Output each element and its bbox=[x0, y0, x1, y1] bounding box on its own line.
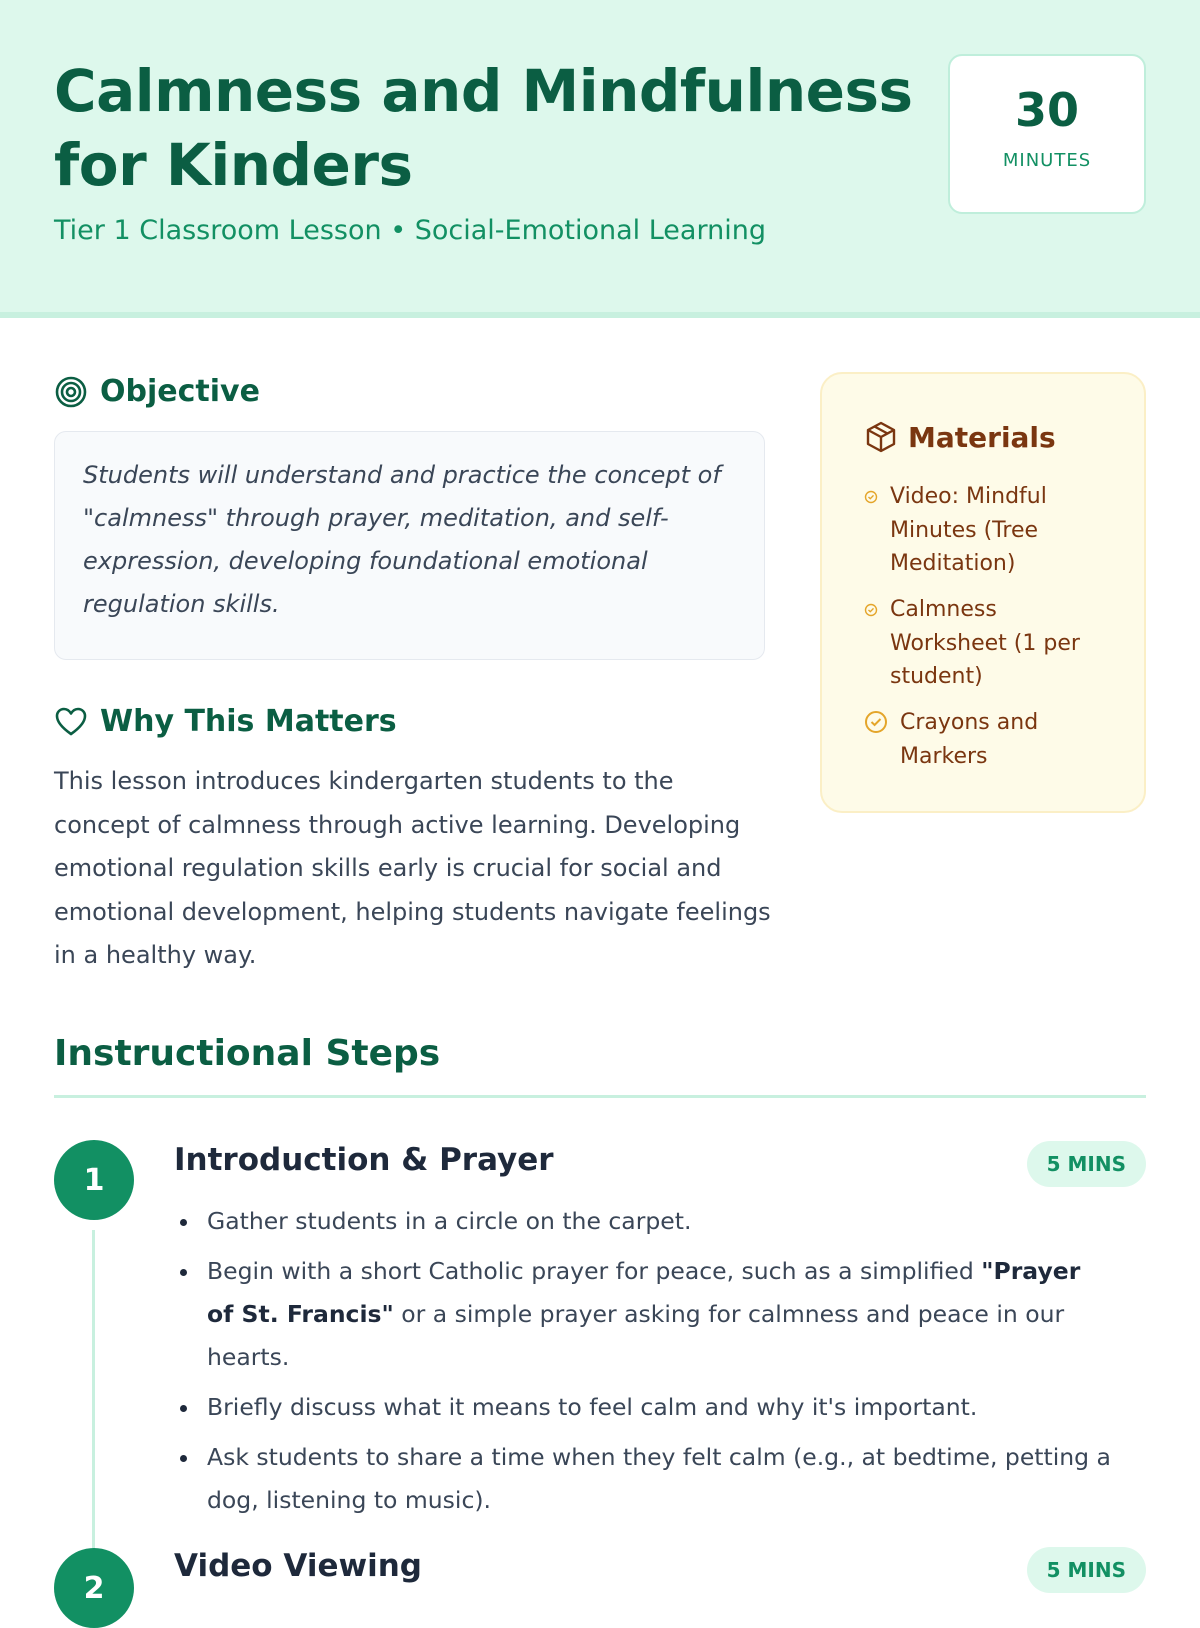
check-circle-icon bbox=[864, 603, 878, 617]
why-heading-label: Why This Matters bbox=[100, 704, 397, 739]
target-icon bbox=[54, 375, 88, 409]
material-item bbox=[864, 593, 1104, 694]
prayer-name: "Prayer of St. Francis" bbox=[207, 1257, 1081, 1328]
list-item-text: or a simple prayer asking for calmness and peace in our hearts. bbox=[207, 1300, 1065, 1371]
heart-icon bbox=[54, 705, 88, 739]
material-item bbox=[864, 480, 1114, 581]
why-text: This lesson introduces kindergarten students to the concept of calmness through active learning. Developing emotional regulation skills early is crucial for social and emotional development, helping students navigate feelings in a healthy way. bbox=[54, 767, 771, 969]
list-item bbox=[174, 1250, 1114, 1379]
step-connector bbox=[92, 1230, 95, 1550]
material-item-label: Video: Mindful Minutes (Tree Meditation) bbox=[890, 484, 1047, 576]
list-item: Gather students in a circle on the carpet. bbox=[174, 1200, 1114, 1243]
material-item-label: Crayons and Markers bbox=[900, 710, 1039, 769]
step-title: Introduction & Prayer bbox=[174, 1142, 554, 1178]
check-circle-icon bbox=[864, 490, 878, 504]
divider bbox=[54, 1095, 1146, 1098]
material-item bbox=[864, 706, 1094, 773]
material-item-label: Calmness Worksheet (1 per student) bbox=[890, 597, 1080, 689]
check-circle-icon bbox=[864, 710, 888, 734]
lesson-title: Calmness and Mindfulness for Kinders bbox=[54, 57, 913, 199]
materials-heading bbox=[864, 420, 1056, 454]
step-title: Video Viewing bbox=[174, 1548, 422, 1584]
duration-value: 30 bbox=[1014, 83, 1079, 137]
duration-unit: MINUTES bbox=[1002, 150, 1092, 171]
step-number-badge: 2 bbox=[54, 1548, 134, 1628]
objective-box bbox=[54, 431, 765, 660]
duration-card bbox=[948, 54, 1146, 214]
objective-heading bbox=[54, 374, 260, 409]
list-item-text: Begin with a short Catholic prayer for peace, such as a simplified bbox=[207, 1257, 982, 1285]
step-bullet-list bbox=[174, 1200, 1114, 1529]
why-heading bbox=[54, 704, 397, 739]
materials-card bbox=[820, 372, 1146, 813]
step-number-badge: 1 bbox=[54, 1140, 134, 1220]
step-duration-badge: 5 MINS bbox=[1027, 1141, 1146, 1187]
list-item: Ask students to share a time when they felt calm (e.g., at bedtime, petting a dog, listening to music). bbox=[174, 1436, 1114, 1522]
lesson-subtitle: Tier 1 Classroom Lesson • Social-Emotional Learning bbox=[54, 215, 766, 246]
objective-heading-label: Objective bbox=[100, 374, 260, 409]
lesson-header bbox=[0, 0, 1200, 318]
list-item: Briefly discuss what it means to feel calm and why it's important. bbox=[174, 1386, 1114, 1429]
materials-heading-label: Materials bbox=[908, 420, 1056, 454]
objective-text: Students will understand and practice the concept of "calmness" through prayer, meditation, and self-expression, developing foundational emotional regulation skills. bbox=[83, 461, 721, 618]
step-duration-badge: 5 MINS bbox=[1027, 1547, 1146, 1593]
box-icon bbox=[864, 420, 898, 454]
steps-heading: Instructional Steps bbox=[54, 1033, 441, 1074]
